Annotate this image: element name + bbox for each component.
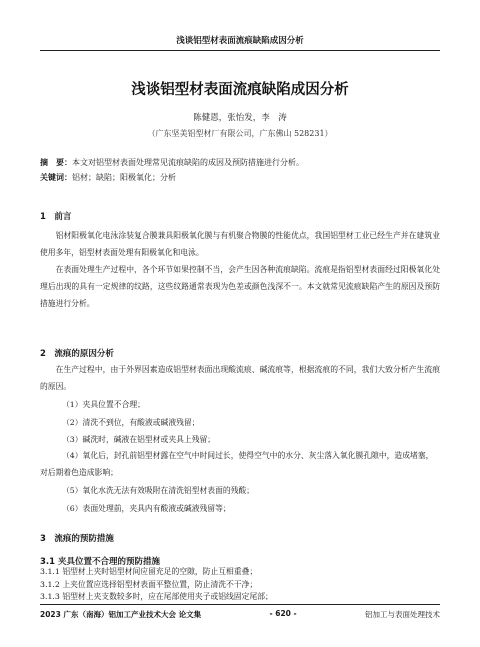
list-item: （1）夹具位置不合理；	[62, 400, 145, 409]
list-item: （4）氧化后，封孔前铝型材露在空气中时间过长，使得空气中的水分、灰尘落入氧化膜孔隙中，造成堵塞，对后期着色造成影响；	[40, 451, 434, 477]
abstract	[40, 157, 440, 168]
list-item: （2）清洗不到位，有酸液或碱液残留；	[62, 418, 200, 427]
section-2-title: 2 流痕的原因分析	[40, 349, 114, 359]
section-1-title: 1 前言	[40, 212, 72, 222]
affiliation: （广东坚美铝型材厂有限公司，广东佛山 528231）	[147, 129, 333, 138]
page-number: - 620 -	[269, 609, 297, 618]
list-item: （6）表面处理前，夹具内有酸液或碱液残留等；	[62, 504, 231, 513]
keywords-label: 关键词：	[40, 173, 72, 182]
section-2-paragraph-1: 在生产过程中，由于外界因素造成铝型材表面出现酸流痕、碱流痕等，根据流痕的不同，我们大致分析产生流痕的原因。	[40, 365, 440, 391]
footer-left: 2023 广东（南海）铝加工产业技术大会 论文集	[40, 610, 202, 619]
list-item: （3）碱洗时，碱液在铝型材或夹具上残留；	[62, 435, 216, 444]
footer-right: 铝加工与表面处理技术	[365, 610, 440, 619]
list-item: 3.1.2 上夹位置应选择铝型材表面平整位置，防止清洗不干净；	[40, 580, 258, 589]
section-1-paragraph-2: 在表面处理生产过程中，各个环节如果控制不当，会产生因各种流痕缺陷。流痕是指铝型材表面经过阳极氧化处理后出现的具有一定规律的纹路，这些纹路通常表现为色差或颜色浅深不一。本文就常见流痕缺陷产生的原因及预防措施进行分析。	[40, 265, 440, 308]
paper-title: 浅谈铝型材表面流痕缺陷成因分析	[131, 82, 349, 98]
list-item: 3.1.1 铝型材上夹时铝型材间应留充足的空隙，防止互相重叠；	[40, 567, 258, 576]
page-footer	[40, 604, 440, 620]
abstract-text: 本文对铝型材表面处理常见流痕缺陷的成因及预防措施进行分析。	[72, 158, 304, 167]
keywords-text: 铝材；缺陷；阳极氧化；分析	[72, 173, 176, 182]
section-3-1-title: 3.1 夹具位置不合理的预防措施	[40, 557, 161, 567]
list-item: （5）氧化水洗无法有效吸附在清洗铝型材表面的残酸；	[62, 486, 255, 495]
list-item: 3.1.3 铝型材上夹支数较多时，应在尾部使用夹子或铝线固定尾部；	[40, 592, 273, 601]
keywords	[40, 172, 440, 183]
authors: 陈健恩，张怡发，李 涛	[193, 113, 287, 123]
running-head: 浅谈铝型材表面流痕缺陷成因分析	[40, 34, 440, 51]
section-3-title: 3 流痕的预防措施	[40, 534, 114, 544]
abstract-label: 摘 要：	[40, 158, 72, 167]
section-1-paragraph-1: 铝材阳极氧化电泳涂装复合膜兼具阳极氧化膜与有机聚合物膜的性能优点，我国铝型材工业已经生产并在建筑业使用多年，铝型材表面处理有阳极氧化和电泳。	[40, 231, 440, 257]
